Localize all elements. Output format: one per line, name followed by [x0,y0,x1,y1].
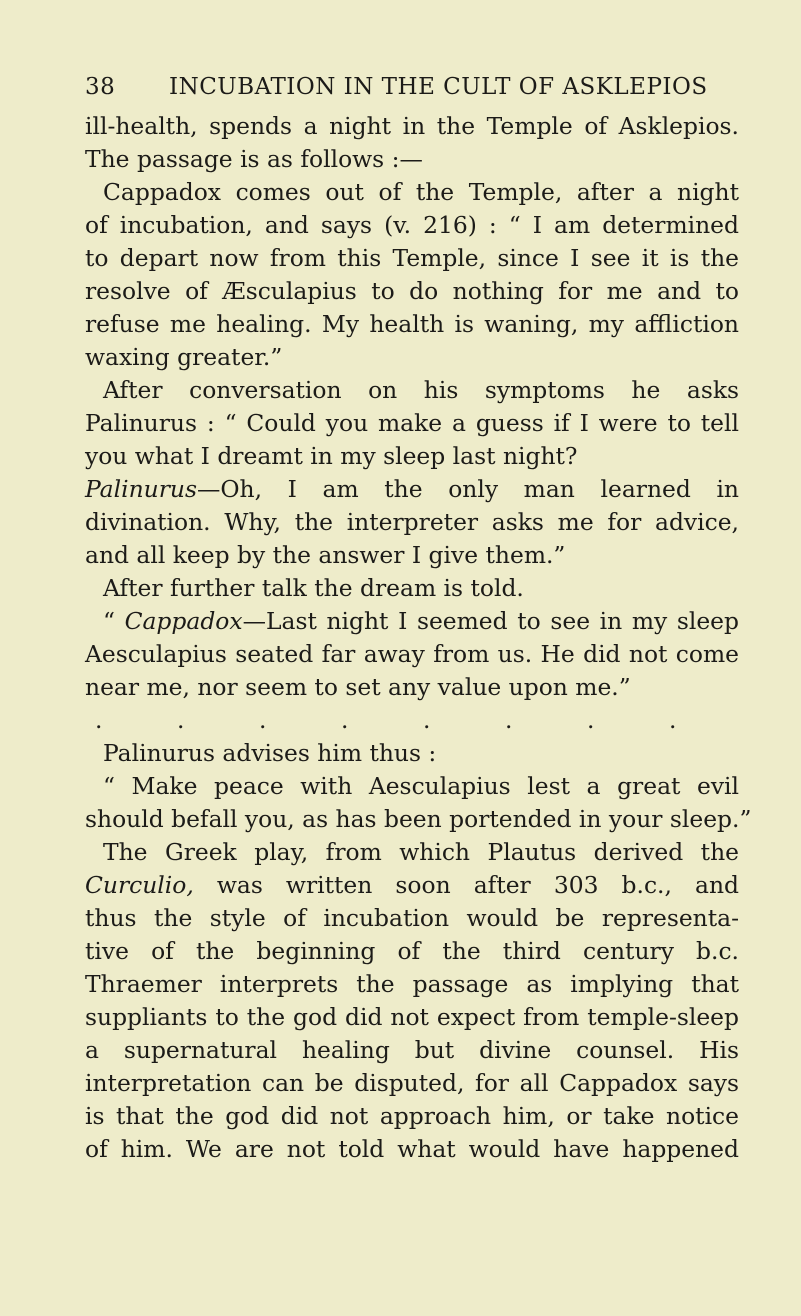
line-text: thus the style of incubation would be representa- [85,904,739,932]
text-line [85,209,739,242]
running-title: INCUBATION IN THE CULT OF ASKLEPIOS [169,74,708,100]
text-line [85,605,739,638]
text-line [85,968,739,1001]
line-text: Palinurus : “ Could you make a guess if I were to tell [85,409,739,437]
line-text: After conversation on his symptoms he asks [103,376,739,404]
line-text: Thraemer interprets the passage as implying that [85,970,739,998]
ellipsis-row [85,704,739,737]
text-line [85,671,739,704]
line-text: was written soon after 303 b.c., and [193,871,739,899]
text-line [85,473,739,506]
speaker-name: Palinurus [85,475,197,503]
line-text: suppliants to the god did not expect from temple-sleep [85,1003,739,1031]
line-text: After further talk the dream is told. [103,574,524,602]
line-text: near me, nor seem to set any value upon me.” [85,673,631,701]
line-text: you what I dreamt in my sleep last night? [85,442,578,470]
body-text [85,110,752,1166]
line-text: —Last night I seemed to see in my sleep [242,607,739,635]
line-text: refuse me healing. My health is waning, my affliction [85,310,739,338]
text-line [85,308,739,341]
line-text: of him. We are not told what would have happened [85,1135,739,1163]
ellipsis-dot: . [423,706,431,734]
text-line [85,1034,739,1067]
text-line [85,506,739,539]
line-text: and all keep by the answer I give them.” [85,541,566,569]
text-line [85,1133,739,1166]
line-text: resolve of Æsculapius to do nothing for me and to [85,277,739,305]
text-line [85,869,739,902]
text-line [85,572,739,605]
line-text: The passage is as follows :— [85,145,423,173]
text-line [85,143,739,176]
line-text: is that the god did not approach him, or take notice [85,1102,739,1130]
text-line [85,407,739,440]
text-line [85,440,739,473]
text-line [85,836,739,869]
line-text: Aesculapius seated far away from us. He did not come [85,640,739,668]
text-line [85,770,739,803]
line-text: The Greek play, from which Plautus derived the [103,838,739,866]
quote-mark: “ [103,607,125,635]
line-text: should befall you, as has been portended in your sleep.” [85,805,752,833]
text-line [85,1100,739,1133]
ellipsis-dot: . [341,706,349,734]
line-text: Palinurus advises him thus : [103,739,437,767]
ellipsis-dot: . [95,706,103,734]
text-line [85,275,739,308]
ellipsis-dot: . [177,706,185,734]
text-line [85,1067,739,1100]
line-text: a supernatural healing but divine counsel. His [85,1036,739,1064]
line-text: —Oh, I am the only man learned in [196,475,739,503]
text-line [85,638,739,671]
line-text: waxing greater.” [85,343,283,371]
text-line [85,374,739,407]
ellipsis-dot: . [259,706,267,734]
text-line [85,737,739,770]
text-line [85,935,739,968]
line-text: ill-health, spends a night in the Temple of Asklepios. [85,112,739,140]
line-text: tive of the beginning of the third century b.c. [85,937,739,965]
ellipsis-dot: . [505,706,513,734]
text-line [85,242,739,275]
speaker-name: Cappadox [124,607,243,635]
text-line [85,803,752,836]
text-line [85,176,739,209]
text-line [85,539,739,572]
ellipsis-dot: . [669,706,677,734]
text-line [85,902,739,935]
line-text: of incubation, and says (v. 216) : “ I am determined [85,211,739,239]
line-text: to depart now from this Temple, since I see it is the [85,244,739,272]
text-line [85,1001,739,1034]
text-line [85,341,739,374]
line-text: divination. Why, the interpreter asks me for advice, [85,508,739,536]
line-text: interpretation can be disputed, for all Cappadox says [85,1069,739,1097]
line-text: Cappadox comes out of the Temple, after a night [103,178,739,206]
line-text: “ Make peace with Aesculapius lest a great evil [103,772,739,800]
text-line [85,110,739,143]
speaker-name: Curculio, [85,871,194,899]
page-number: 38 [85,74,116,100]
ellipsis-dot: . [587,706,595,734]
